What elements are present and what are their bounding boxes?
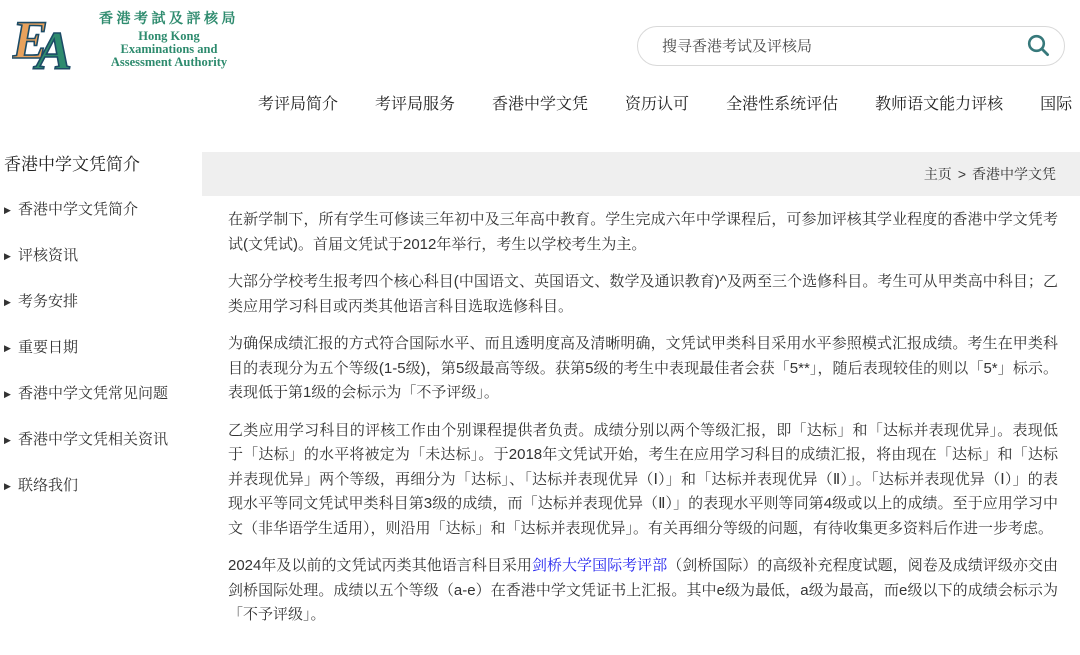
sidebar-item-related-info[interactable] [4,429,200,451]
main-content [228,208,1058,641]
paragraph-category-c-languages [228,554,1058,628]
svg-text:A: A [36,21,73,72]
site-search-box [637,26,1065,66]
sidebar-item-assessment-info[interactable] [4,245,200,267]
breadcrumb-current: 香港中学文凭 [972,166,1056,182]
sidebar-item-hkdse-intro[interactable] [4,199,200,221]
triangle-bullet-icon: ▶ [4,389,11,399]
paragraph-core-subjects: 大部分学校考生报考四个核心科目(中国语文、英国语文、数学及通识教育)^及两至三个选修科目。考生可从甲类高中科目；乙类应用学习科目或丙类其他语言科目选取选修科目。 [228,273,1058,315]
sidebar-item-label: 香港中学文凭常见问题 [18,385,169,402]
nav-item-qualification[interactable]: 资历认可 [625,96,690,113]
paragraph-category-a-grading: 为确保成绩汇报的方式符合国际水平、而且透明度高及清晰明确，文凭试甲类科目采用水平参照模式汇报成绩。考生在甲类科目的表现分为五个等级(1-5级)，第5级最高等级。获第5级的考生中表现最佳者会获「5**」，随后表现较佳的则以「5*」标示。表现低于第1级的会标示为「不予评级」。 [228,335,1058,401]
search-button[interactable] [1026,33,1050,60]
paragraph-new-academic-structure: 在新学制下，所有学生可修读三年初中及三年高中教育。学生完成六年中学课程后，可参加评核其学业程度的香港中学文凭考试(文凭试)。首届文凭试于2012年举行，考生以学校考生为主。 [228,211,1058,253]
nav-item-tsa[interactable]: 全港性系统评估 [726,96,839,113]
sidebar [4,150,200,497]
logo-chinese-name: 香港考試及評核局 [99,12,239,27]
breadcrumb-separator: > [957,166,966,182]
nav-item-international[interactable]: 国际 [1040,96,1073,113]
triangle-bullet-icon: ▶ [4,205,11,215]
logo-english-name-line1: Hong Kong [138,29,200,43]
sidebar-item-faq[interactable] [4,383,200,405]
sidebar-item-label: 香港中学文凭简介 [18,201,139,218]
svg-text:E: E [12,10,49,70]
paragraph-category-b-apl: 乙类应用学习科目的评核工作由个别课程提供者负责。成绩分别以两个等级汇报，即「达标」和「达标并表现优异」。表现低于「达标」的水平将被定为「未达标」。于2018年文凭试开始，考生在应用学习科目的成绩汇报，将由现在「达标」和「达标并表现优异」两个等级，再细分为「达标」、「达标并表现优异（Ⅰ）」和「达标并表现优异（Ⅱ）」。「达标并表现优异（Ⅰ）」的表现水平等同文凭试甲类科目第3级的成绩，而「达标并表现优异（Ⅱ）」的表现水平则等同第4级或以上的成绩。至于应用学习中文（非华语学生适用），则沿用「达标」和「达标并表现优异」。有关再细分等级的问题，有待收集更多资料后作进一步考虑。 [228,421,1058,537]
breadcrumb-home-link[interactable]: 主页 [923,166,952,182]
search-icon [1026,33,1050,60]
triangle-bullet-icon: ▶ [4,343,11,353]
breadcrumb [924,164,1056,184]
sidebar-title: 香港中学文凭简介 [4,155,140,174]
nav-item-lpat[interactable]: 教师语文能力评核 [875,96,1004,113]
breadcrumb-bar [202,152,1080,196]
triangle-bullet-icon: ▶ [4,435,11,445]
paragraph-text-after-link: （剑桥国际）的高级补充程度试题，阅卷及成绩评级亦交由剑桥国际处理。成绩以五个等级（a-e）在香港中学文凭证书上汇报。其中e级为最低，a级为最高，而e级以下的成绩会标示为「不予评级」。 [228,557,1058,623]
triangle-bullet-icon: ▶ [4,481,11,491]
paragraph-text-before-link: 2024年及以前的文凭试丙类其他语言科目采用 [228,557,532,574]
cambridge-international-link[interactable]: 剑桥大学国际考评部 [531,557,668,574]
nav-item-services[interactable]: 考评局服务 [375,96,456,113]
nav-item-about[interactable]: 考评局简介 [258,96,339,113]
sidebar-item-label: 联络我们 [18,477,79,494]
hkeaa-logo-ea-mark-icon [12,8,90,77]
triangle-bullet-icon: ▶ [4,297,11,307]
main-nav [258,94,1080,124]
triangle-bullet-icon: ▶ [4,251,11,261]
sidebar-item-contact-us[interactable] [4,475,200,497]
sidebar-item-label: 重要日期 [18,339,79,356]
logo-english-name-line2: Examinations and [120,42,218,56]
sidebar-item-exam-admin[interactable] [4,291,200,313]
search-input[interactable] [660,37,1026,56]
hkeaa-logo-text [99,8,239,69]
logo-english-name-line3: Assessment Authority [110,55,228,69]
nav-item-hkdse[interactable]: 香港中学文凭 [492,94,588,124]
hkeaa-logo[interactable] [12,8,239,77]
sidebar-item-label: 评核资讯 [18,247,79,264]
sidebar-item-label: 考务安排 [18,293,79,310]
sidebar-item-label: 香港中学文凭相关资讯 [18,431,169,448]
sidebar-item-important-dates[interactable] [4,337,200,359]
